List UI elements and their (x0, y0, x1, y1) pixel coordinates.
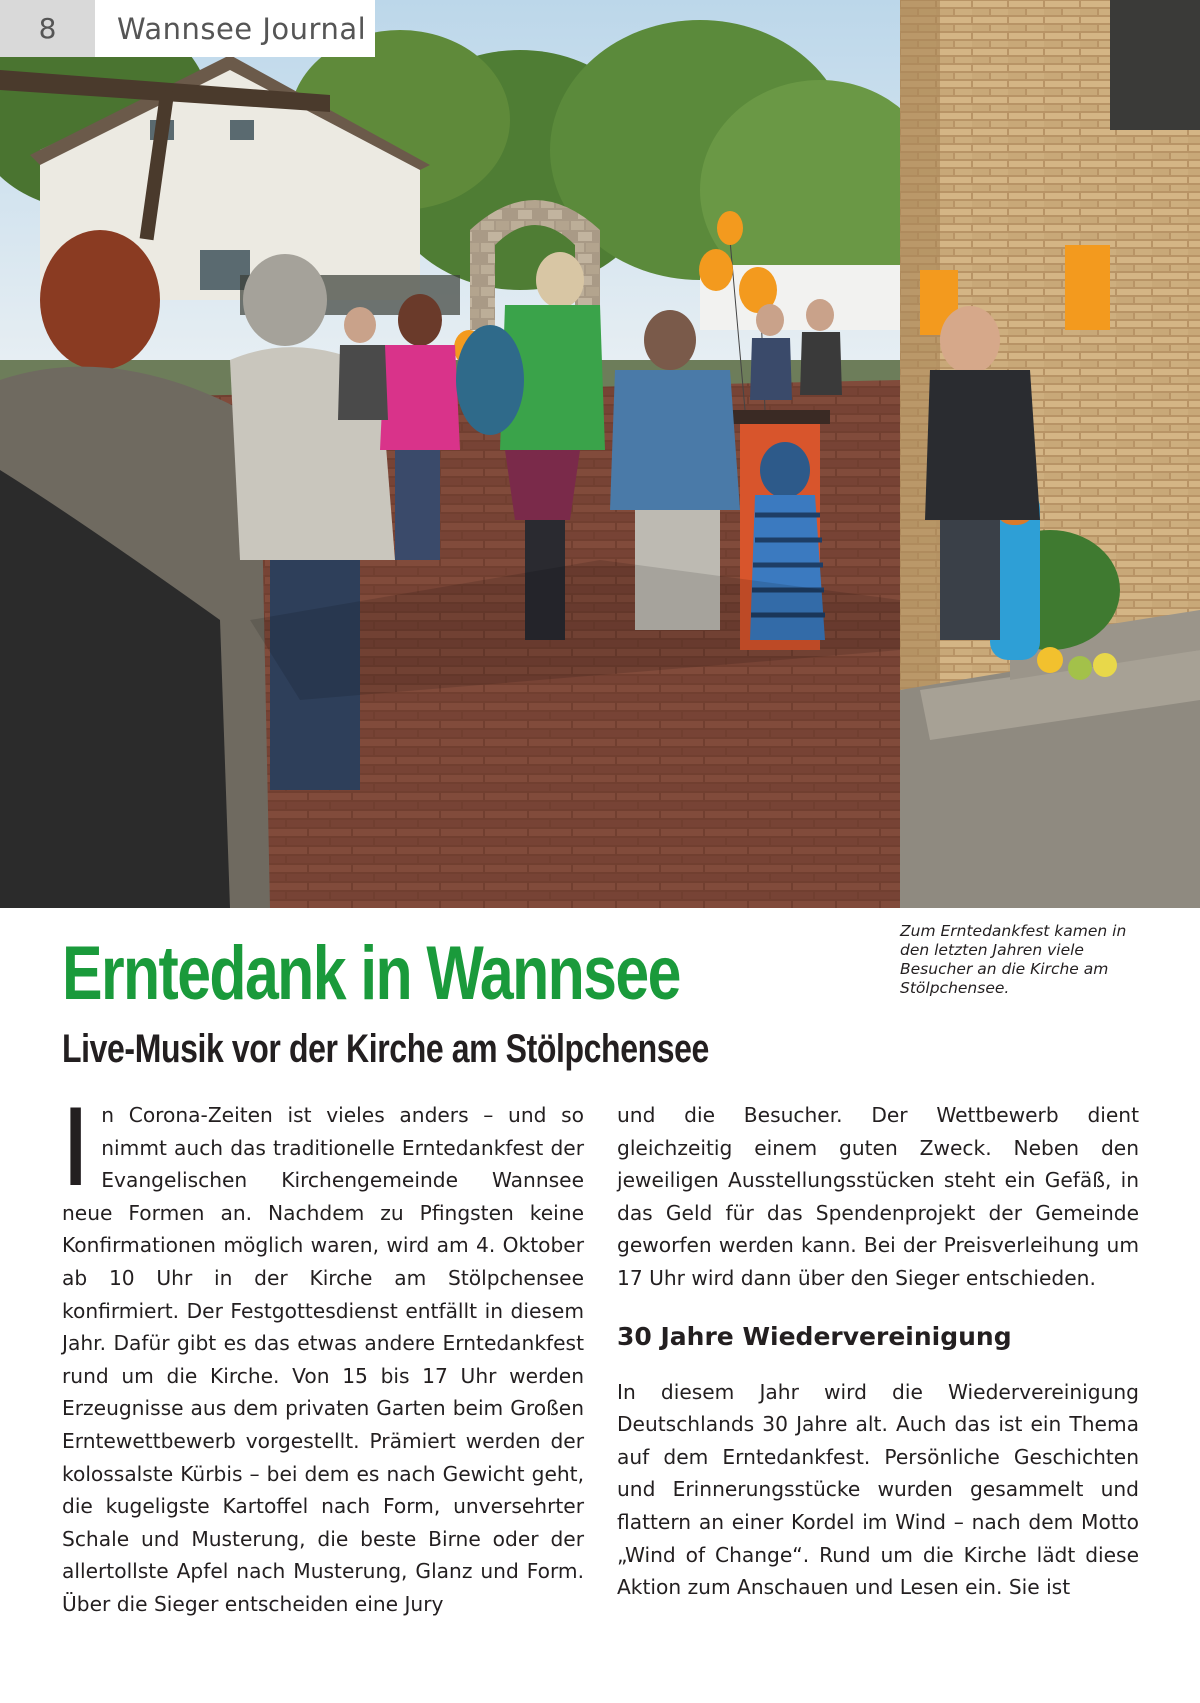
photo-caption: Zum Erntedankfest kamen in den letzten Jahren viele Besucher an die Kirche am Stölpchensee. (900, 922, 1127, 997)
body-column-right (617, 1099, 1139, 1604)
body-text-right-2: In diesem Jahr wird die Wiedervereinigung Deutschlands 30 Jahre alt. Auch das ist ein Thema auf dem Erntedankfest. Persönliche Geschichten und Erinnerungsstücke wurden gesammelt und flattern an einer Kordel im Wind – nach dem Motto „Wind of Change“. Rund um die Kirche lädt diese Aktion zum Anschauen und Lesen ein. Sie ist (617, 1379, 1139, 1600)
page-header (0, 0, 375, 57)
journal-name: Wannsee Journal (117, 11, 367, 46)
section-heading: 30 Jahre Wiedervereinigung (617, 1321, 1012, 1351)
drop-cap: I (60, 1087, 92, 1210)
article-subtitle: Live-Musik vor der Kirche am Stölpchensee (62, 1027, 709, 1071)
page-number: 8 (0, 0, 95, 57)
article-title: Erntedank in Wannsee (62, 931, 680, 1016)
body-column-left (60, 1087, 584, 1621)
body-text-left: n Corona-Zeiten ist vieles anders – und so nimmt auch das traditionelle Erntedankfest der Evangelischen Kirchengemeinde Wannsee neue Formen an. Nachdem zu Pfingsten keine Konfirmationen möglich waren, wird am 4. Oktober ab 10 Uhr in der Kirche am Stölpchensee konfirmiert. Der Festgottesdienst entfällt in diesem Jahr. Dafür gibt es das etwas andere Erntedankfest rund um die Kirche. Von 15 bis 17 Uhr werden Erzeugnisse aus dem privaten Garten beim Großen Erntewettbewerb vorgestellt. Prämiert werden der kolossalste Kürbis – bei dem es nach Gewicht geht, die kugeligste Kartoffel nach Form, unversehrter Schale und Musterung, die beste Birne oder der allertollste Apfel nach Musterung, Glanz und Form. Über die Sieger entscheiden eine Jury (62, 1103, 584, 1616)
body-text-right-1: und die Besucher. Der Wettbewerb dient gleichzeitig einem guten Zweck. Neben den jeweiligen Ausstellungsstücken steht ein Gefäß, in das Geld für das Spendenprojekt der Gemeinde geworfen werden kann. Bei der Preisverleihung um 17 Uhr wird dann über den Sieger entschieden. (617, 1103, 1139, 1290)
